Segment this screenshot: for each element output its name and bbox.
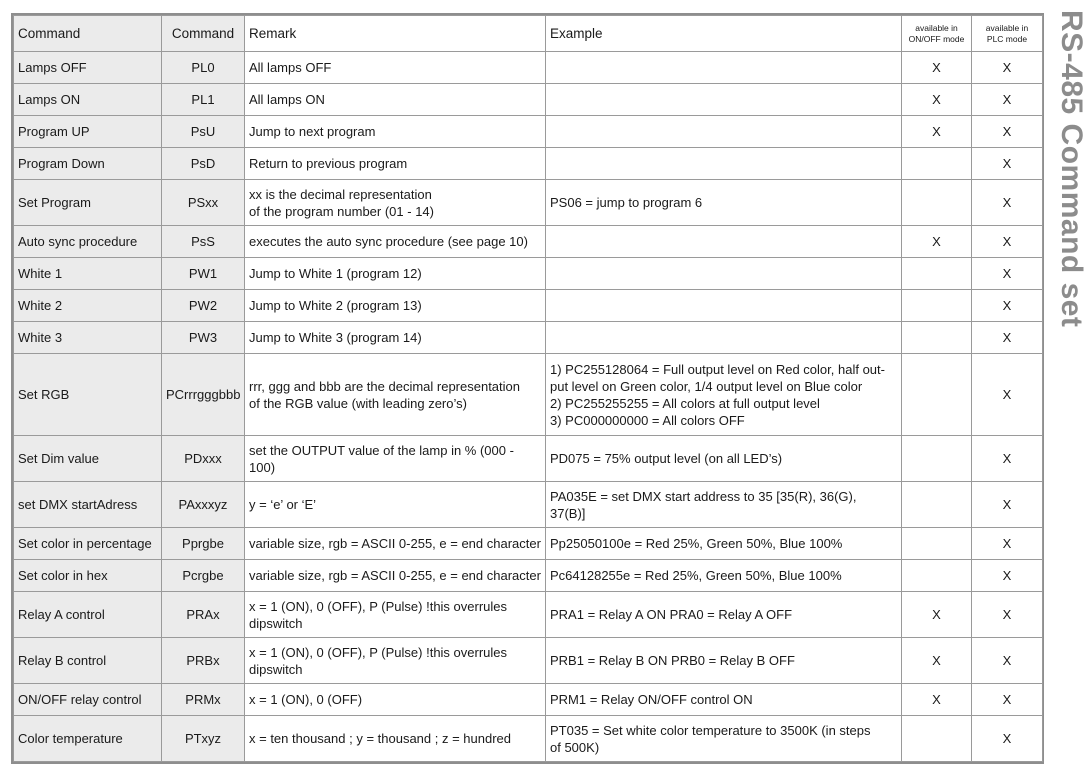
remark-cell [245, 84, 546, 116]
command-name-cell: Set color in hex [14, 560, 162, 592]
remark-cell [245, 592, 546, 638]
command-code-cell: PCrrrgggbbb [162, 354, 245, 436]
example-cell [546, 84, 902, 116]
command-name-cell: White 2 [14, 290, 162, 322]
example-cell [546, 684, 902, 716]
table-row [14, 560, 1043, 592]
side-title-strip [1040, 0, 1092, 775]
command-name-cell: Lamps ON [14, 84, 162, 116]
remark-line: variable size, rgb = ASCII 0-255, e = end character [249, 568, 541, 583]
remark-line: Jump to next program [249, 124, 376, 139]
example-cell [546, 560, 902, 592]
side-title: RS-485 Command set [1055, 10, 1088, 328]
onoff-mode-cell: X [902, 52, 972, 84]
header-command-code: Command [162, 16, 245, 52]
example-cell [546, 354, 902, 436]
example-line: PRM1 = Relay ON/OFF control ON [550, 692, 753, 707]
header-plc-line-1: available in [985, 22, 1029, 33]
remark-line: 100) [249, 459, 276, 475]
onoff-mode-cell [902, 180, 972, 226]
remark-line: Jump to White 3 (program 14) [249, 330, 422, 345]
remark-line: of the program number (01 - 14) [249, 203, 434, 219]
onoff-mode-cell: X [902, 592, 972, 638]
command-name-cell: Program Down [14, 148, 162, 180]
onoff-mode-cell [902, 436, 972, 482]
table-row [14, 436, 1043, 482]
remark-line: All lamps ON [249, 92, 325, 107]
table-row [14, 684, 1043, 716]
command-name-cell: Program UP [14, 116, 162, 148]
header-onoff-mode [902, 16, 972, 52]
remark-line: set the OUTPUT value of the lamp in % (000 - [249, 442, 514, 458]
command-table [13, 15, 1043, 762]
command-name-cell: Lamps OFF [14, 52, 162, 84]
onoff-mode-cell: X [902, 684, 972, 716]
example-line: Pc64128255e = Red 25%, Green 50%, Blue 100% [550, 568, 842, 583]
header-example: Example [546, 16, 902, 52]
command-rows [14, 52, 1043, 762]
example-line: PRA1 = Relay A ON PRA0 = Relay A OFF [550, 607, 793, 622]
plc-mode-cell: X [972, 290, 1043, 322]
example-line: PRB1 = Relay B ON PRB0 = Relay B OFF [550, 653, 795, 668]
header-plc-line-2: PLC mode [986, 33, 1028, 44]
onoff-mode-cell: X [902, 84, 972, 116]
example-cell [546, 52, 902, 84]
table-row [14, 84, 1043, 116]
example-line: 3) PC000000000 = All colors OFF [550, 412, 745, 428]
remark-line: x = 1 (ON), 0 (OFF), P (Pulse) !this overrules [249, 598, 508, 614]
example-cell [546, 258, 902, 290]
command-code-cell: PsS [162, 226, 245, 258]
remark-cell [245, 684, 546, 716]
remark-cell [245, 116, 546, 148]
remark-cell [245, 528, 546, 560]
table-row [14, 180, 1043, 226]
command-code-cell: PW1 [162, 258, 245, 290]
example-cell [546, 592, 902, 638]
header-onoff-line-1: available in [915, 22, 958, 33]
example-line: Pp25050100e = Red 25%, Green 50%, Blue 100% [550, 536, 843, 551]
example-cell [546, 528, 902, 560]
command-code-cell: PTxyz [162, 716, 245, 762]
onoff-mode-cell: X [902, 638, 972, 684]
command-name-cell: Set Dim value [14, 436, 162, 482]
header-row [14, 16, 1043, 52]
command-name-cell: ON/OFF relay control [14, 684, 162, 716]
remark-line: All lamps OFF [249, 60, 332, 75]
table-row [14, 52, 1043, 84]
example-cell [546, 290, 902, 322]
remark-cell [245, 148, 546, 180]
example-cell [546, 116, 902, 148]
remark-line: x = 1 (ON), 0 (OFF), P (Pulse) !this overrules [249, 644, 508, 660]
example-line: PS06 = jump to program 6 [550, 195, 703, 210]
remark-cell [245, 354, 546, 436]
table-row [14, 226, 1043, 258]
remark-cell [245, 638, 546, 684]
plc-mode-cell: X [972, 180, 1043, 226]
command-code-cell: PsD [162, 148, 245, 180]
command-code-cell: PRMx [162, 684, 245, 716]
header-onoff-line-2: ON/OFF mode [908, 33, 965, 44]
command-name-cell: set DMX startAdress [14, 482, 162, 528]
remark-line: Return to previous program [249, 156, 408, 171]
example-cell [546, 716, 902, 762]
onoff-mode-cell [902, 560, 972, 592]
command-code-cell: PDxxx [162, 436, 245, 482]
table-row [14, 638, 1043, 684]
plc-mode-cell: X [972, 436, 1043, 482]
example-line: PA035E = set DMX start address to 35 [35(R), 36(G), [550, 488, 857, 504]
plc-mode-cell: X [972, 638, 1043, 684]
remark-line: variable size, rgb = ASCII 0-255, e = end character [249, 536, 541, 551]
example-line: 2) PC255255255 = All colors at full output level [550, 395, 820, 411]
onoff-mode-cell [902, 290, 972, 322]
command-code-cell: PRAx [162, 592, 245, 638]
plc-mode-cell: X [972, 716, 1043, 762]
header-plc-mode [972, 16, 1043, 52]
command-name-cell: White 1 [14, 258, 162, 290]
command-code-cell: PSxx [162, 180, 245, 226]
table-row [14, 592, 1043, 638]
command-name-cell: Set RGB [14, 354, 162, 436]
table-row [14, 482, 1043, 528]
remark-line: xx is the decimal representation [249, 186, 432, 202]
remark-line: x = 1 (ON), 0 (OFF) [249, 692, 363, 707]
command-code-cell: Pprgbe [162, 528, 245, 560]
command-name-cell: Relay A control [14, 592, 162, 638]
remark-cell [245, 180, 546, 226]
plc-mode-cell: X [972, 482, 1043, 528]
command-code-cell: PW2 [162, 290, 245, 322]
plc-mode-cell: X [972, 684, 1043, 716]
onoff-mode-cell [902, 322, 972, 354]
example-cell [546, 148, 902, 180]
command-code-cell: PRBx [162, 638, 245, 684]
table-row [14, 354, 1043, 436]
example-line: 37(B)] [550, 505, 586, 521]
remark-line: rrr, ggg and bbb are the decimal representation [249, 378, 521, 394]
remark-line: of the RGB value (with leading zero’s) [249, 395, 467, 411]
table-row [14, 322, 1043, 354]
example-cell [546, 482, 902, 528]
command-name-cell: Auto sync procedure [14, 226, 162, 258]
command-name-cell: Relay B control [14, 638, 162, 684]
onoff-mode-cell [902, 148, 972, 180]
remark-cell [245, 436, 546, 482]
plc-mode-cell: X [972, 258, 1043, 290]
onoff-mode-cell [902, 482, 972, 528]
header-command: Command [14, 16, 162, 52]
command-name-cell: Set color in percentage [14, 528, 162, 560]
remark-cell [245, 482, 546, 528]
onoff-mode-cell [902, 258, 972, 290]
plc-mode-cell: X [972, 116, 1043, 148]
plc-mode-cell: X [972, 592, 1043, 638]
command-code-cell: PL0 [162, 52, 245, 84]
plc-mode-cell: X [972, 226, 1043, 258]
remark-line: Jump to White 1 (program 12) [249, 266, 422, 281]
plc-mode-cell: X [972, 354, 1043, 436]
example-line: of 500K) [550, 739, 600, 755]
command-name-cell: Color temperature [14, 716, 162, 762]
table-row [14, 148, 1043, 180]
plc-mode-cell: X [972, 322, 1043, 354]
example-line: put level on Green color, 1/4 output level on Blue color [550, 378, 863, 394]
plc-mode-cell: X [972, 148, 1043, 180]
table-row [14, 290, 1043, 322]
remark-cell [245, 716, 546, 762]
remark-cell [245, 290, 546, 322]
plc-mode-cell: X [972, 528, 1043, 560]
plc-mode-cell: X [972, 84, 1043, 116]
onoff-mode-cell [902, 528, 972, 560]
onoff-mode-cell [902, 716, 972, 762]
command-table-frame [11, 13, 1044, 764]
onoff-mode-cell: X [902, 226, 972, 258]
example-line: 1) PC255128064 = Full output level on Red color, half out- [550, 361, 885, 377]
command-name-cell: White 3 [14, 322, 162, 354]
command-code-cell: PL1 [162, 84, 245, 116]
example-cell [546, 638, 902, 684]
command-name-cell: Set Program [14, 180, 162, 226]
remark-cell [245, 226, 546, 258]
remark-line: dipswitch [249, 661, 303, 677]
example-cell [546, 180, 902, 226]
remark-line: x = ten thousand ; y = thousand ; z = hundred [249, 731, 511, 746]
remark-line: executes the auto sync procedure (see page 10) [249, 234, 528, 249]
remark-cell [245, 322, 546, 354]
header-remark: Remark [245, 16, 546, 52]
table-row [14, 716, 1043, 762]
table-row [14, 258, 1043, 290]
remark-cell [245, 258, 546, 290]
plc-mode-cell: X [972, 560, 1043, 592]
example-cell [546, 322, 902, 354]
remark-cell [245, 52, 546, 84]
onoff-mode-cell: X [902, 116, 972, 148]
remark-line: y = ‘e’ or ‘E’ [249, 497, 317, 512]
command-code-cell: PAxxxyz [162, 482, 245, 528]
example-line: PD075 = 75% output level (on all LED’s) [550, 451, 783, 466]
onoff-mode-cell [902, 354, 972, 436]
example-cell [546, 226, 902, 258]
plc-mode-cell: X [972, 52, 1043, 84]
remark-line: dipswitch [249, 615, 303, 631]
table-row [14, 116, 1043, 148]
remark-line: Jump to White 2 (program 13) [249, 298, 422, 313]
command-code-cell: PW3 [162, 322, 245, 354]
table-row [14, 528, 1043, 560]
example-line: PT035 = Set white color temperature to 3500K (in steps [550, 722, 871, 738]
remark-cell [245, 560, 546, 592]
example-cell [546, 436, 902, 482]
command-code-cell: Pcrgbe [162, 560, 245, 592]
command-code-cell: PsU [162, 116, 245, 148]
